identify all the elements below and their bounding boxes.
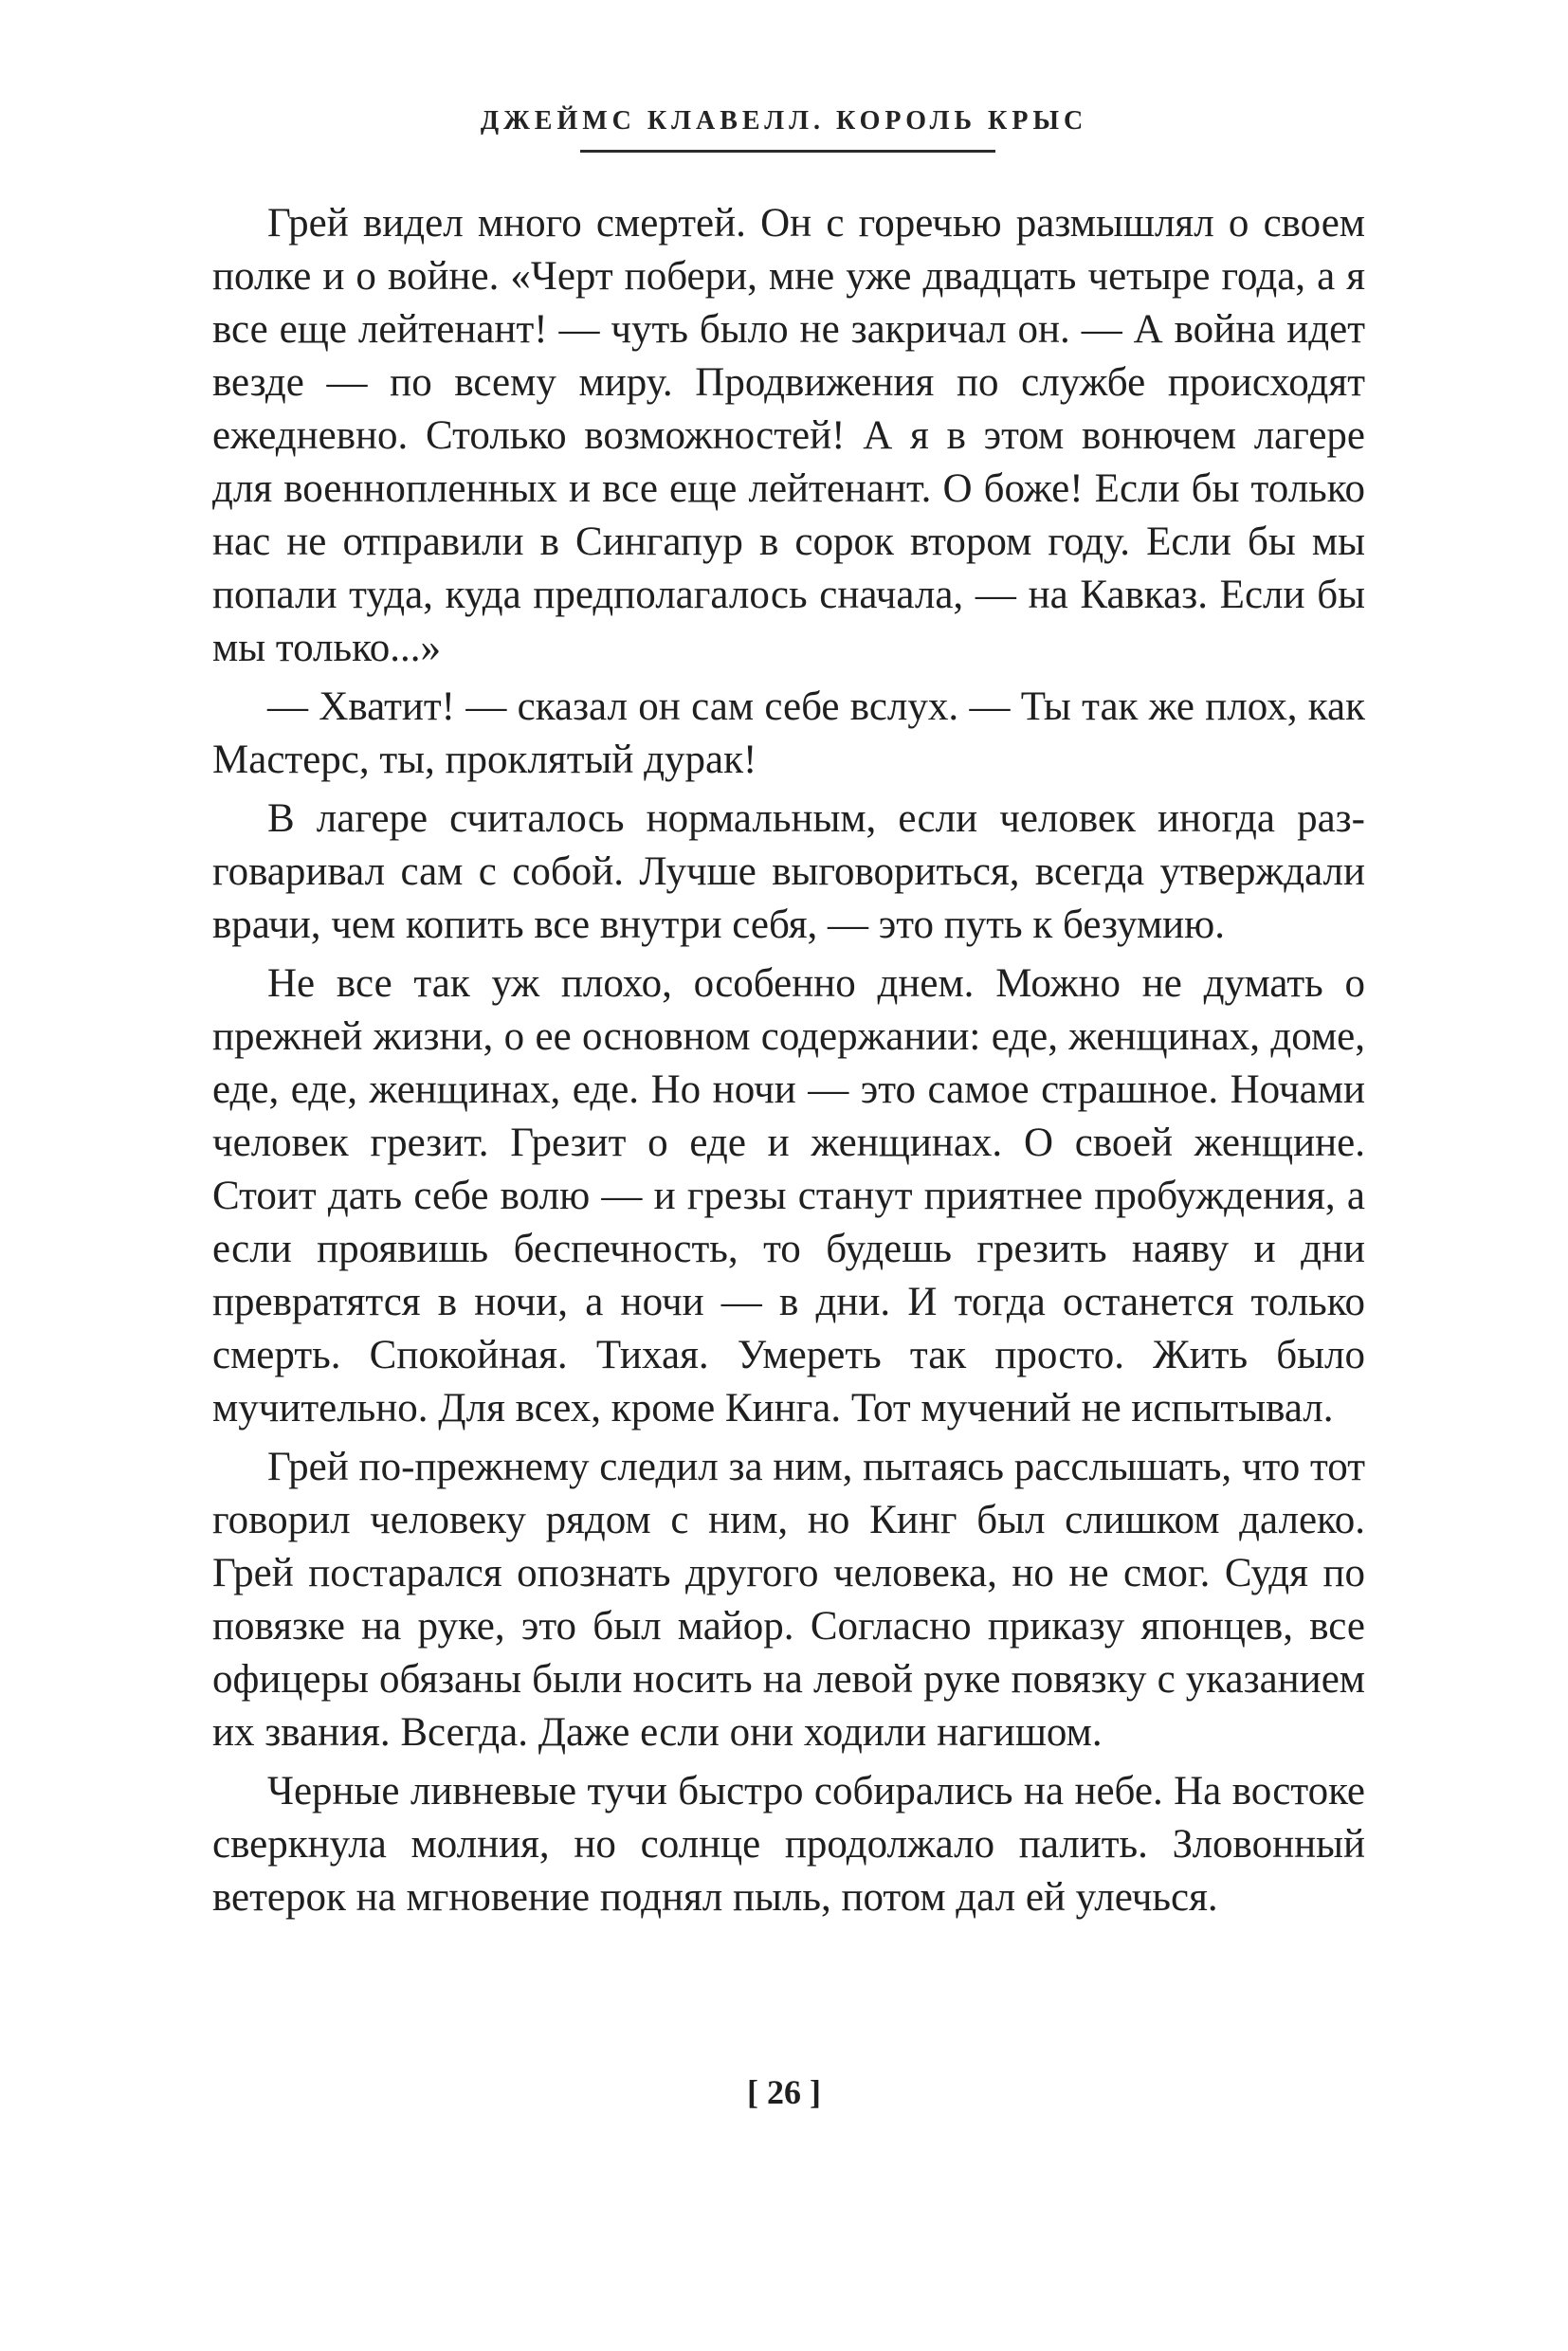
body-text bbox=[212, 197, 1365, 1930]
paragraph: Черные ливневые тучи быстро собирались на небе. На востоке сверкнула молния, но солнце продолжало палить. Зловонный ветерок на мгновение поднял пыль, потом дал ей улечься. bbox=[212, 1769, 1365, 1920]
paragraph: Грей по-прежнему следил за ним, пытаясь расслышать, что тот говорил человеку рядом с ним, но Кинг был слишком далеко. Грей постарался опознать другого человека, но не смог. Судя по повязке на руке, это был майор. Согласно приказу японцев, все офицеры обязаны были носить на левой руке повязку с указанием их звания. Всегда. Даже если они ходили нагишом. bbox=[212, 1445, 1365, 1755]
paragraph: В лагере считалось нормальным, если человек иногда разговаривал сам с собой. Лучше выговориться, всегда утверждали врачи, чем копить все внутри себя, — это путь к безумию. bbox=[212, 796, 1365, 947]
running-header-title: ДЖЕЙМС КЛАВЕЛЛ. КОРОЛЬ КРЫС bbox=[480, 106, 1088, 136]
page-number: [ 26 ] bbox=[747, 2073, 821, 2111]
paragraph: Грей видел много смертей. Он с горечью размышлял о своем полке и о войне. «Черт побери, мне уже двадцать четыре года, а я все еще лейтенант! — чуть было не закричал он. — А война идет везде — по всему миру. Продвижения по службе происходят ежедневно. Столько возможностей! А я в этом вонючем лагере для военнопленных и все еще лейтенант. О боже! Если бы только нас не отправили в Сингапур в сорок втором году. Если бы мы попали туда, куда предполагалось сначала, — на Кавказ. Если бы мы только...» bbox=[212, 201, 1365, 670]
header-rule bbox=[580, 150, 995, 153]
paragraph: Не все так уж плохо, особенно днем. Можно не думать о прежней жизни, о ее основном содержании: еде, женщинах, доме, еде, еде, женщинах, еде. Но ночи — это самое страшное. Ночами человек грезит. Грезит о еде и женщинах. О своей женщине. Стоит дать себе волю — и грезы станут приятнее пробуждения, а если проявишь беспечность, то будешь грезить наяву и дни превратятся в ночи, а ночи — в дни. И тогда останется только смерть. Спокойная. Тихая. Умереть так просто. Жить было мучительно. Для всех, кроме Кинга. Тот мучений не испытывал. bbox=[212, 961, 1365, 1431]
paragraph: — Хватит! — сказал он сам себе вслух. — Ты так же плох, как Мастерс, ты, проклятый дурак! bbox=[212, 684, 1365, 782]
